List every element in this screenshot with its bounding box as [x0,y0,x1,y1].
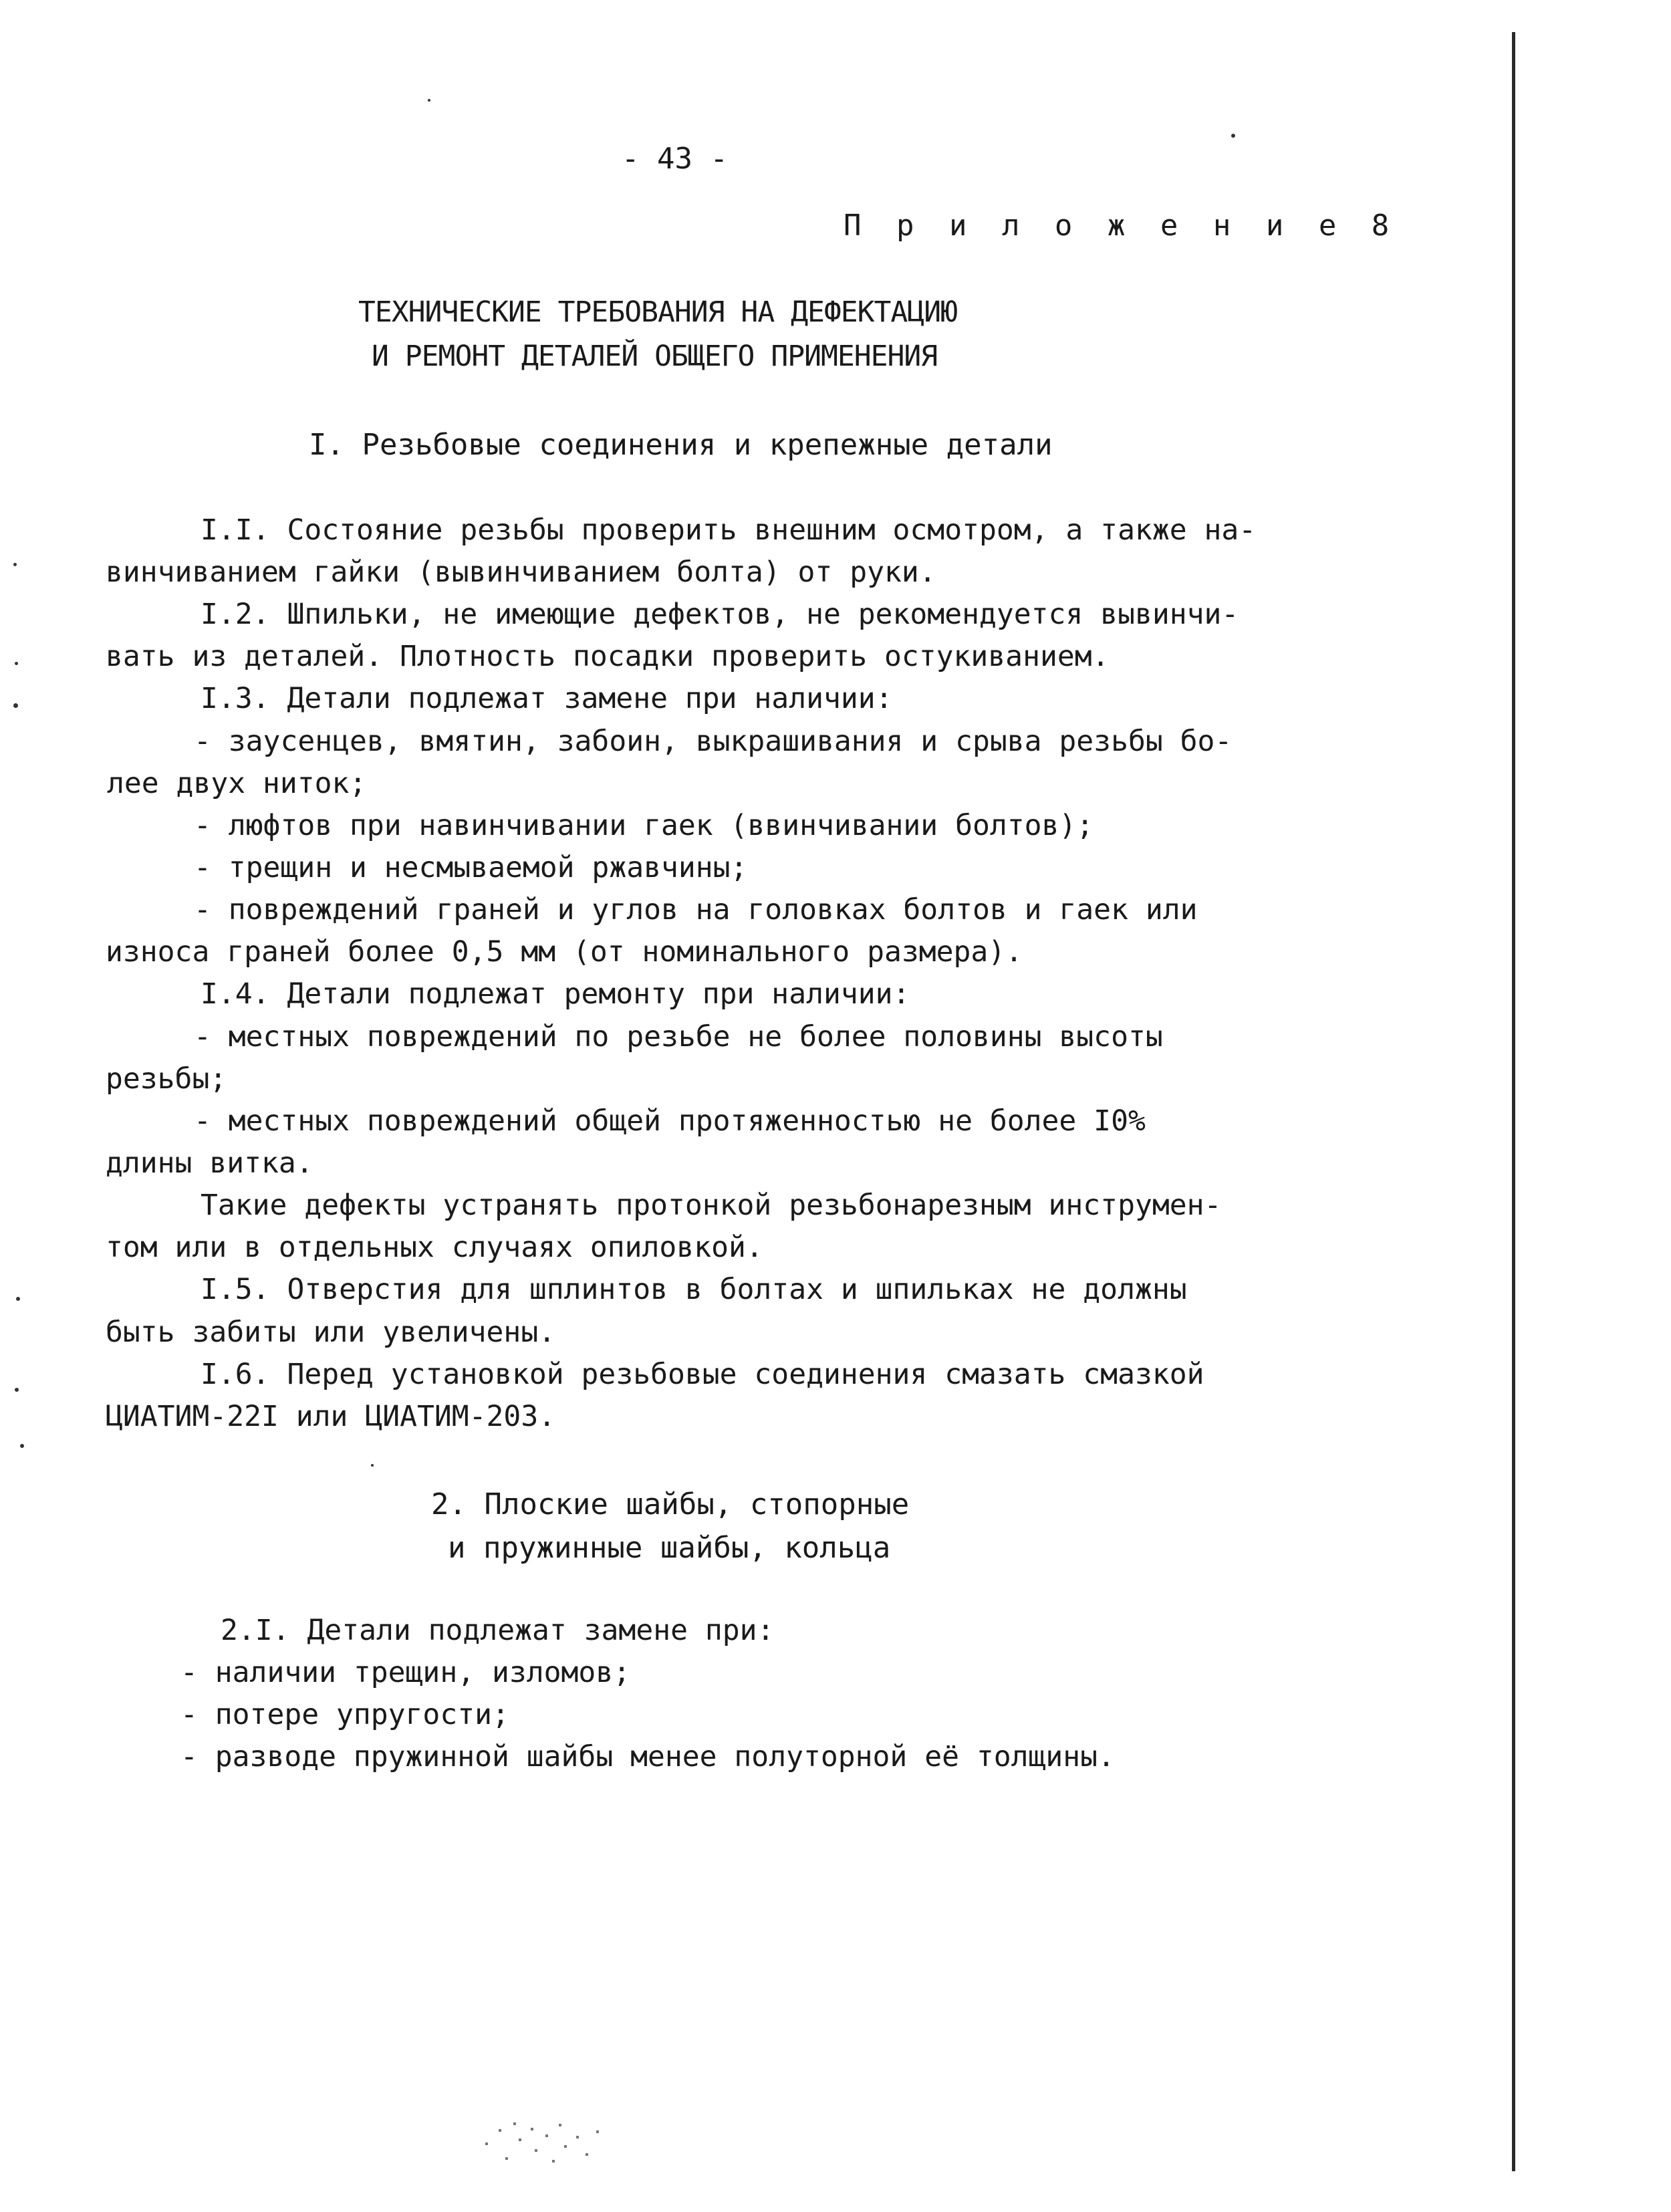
section-1-line: I.I. Состояние резьбы проверить внешним осмотром, а также на- [201,513,1257,547]
page-number: - 43 - [622,142,728,176]
section-1-line: I.3. Детали подлежат замене при наличии: [201,682,893,715]
scan-speck [1231,134,1235,138]
section-1-line: - люфтов при навинчивании гаек (ввинчивании болтов); [194,809,1094,842]
section-2-line: - потере упругости; [180,1698,509,1731]
appendix-label: П р и л о ж е н и е 8 [844,209,1398,243]
document-title-line-2: И РЕМОНТ ДЕТАЛЕЙ ОБЩЕГО ПРИМЕНЕНИЯ [372,340,938,373]
scan-speck [13,563,17,566]
scan-speck [13,703,18,708]
section-1-line: - местных повреждений общей протяженностью не более I0% [194,1104,1146,1138]
section-1-line: длины витка. [106,1146,313,1180]
section-1-line: износа граней более 0,5 мм (от номинального размера). [106,935,1023,969]
section-2-line: - наличии трещин, изломов; [180,1656,631,1689]
binding-edge-line [1512,32,1515,2171]
scan-speck [15,1388,19,1392]
section-1-line: вать из деталей. Плотность посадки проверить остукиванием. [106,640,1110,673]
scan-speck [371,1464,374,1467]
section-1-line: - трещин и несмываемой ржавчины; [194,851,748,884]
section-1-line: I.2. Шпильки, не имеющие дефектов, не рекомендуется вывинчи- [201,598,1239,631]
section-1-line: том или в отдельных случаях опиловкой. [106,1231,763,1264]
scan-speck [20,1444,24,1448]
section-1-line: I.6. Перед установкой резьбовые соединения смазать смазкой [201,1358,1204,1391]
scan-noise-blotch [479,2116,619,2169]
section-2-heading-line-2: и пружинные шайбы, кольца [448,1531,891,1565]
section-1-heading: I. Резьбовые соединения и крепежные детали [309,428,1053,462]
section-1-line: I.4. Детали подлежат ремонту при наличии: [201,977,910,1011]
section-1-line: I.5. Отверстия для шплинтов в болтах и шпильках не должны [201,1273,1187,1306]
scan-speck [428,99,430,102]
scan-speck [16,1297,20,1301]
scan-speck [15,662,18,665]
document-title-line-1: ТЕХНИЧЕСКИЕ ТРЕБОВАНИЯ НА ДЕФЕКТАЦИЮ [358,295,957,329]
section-1-line: резьбы; [106,1062,227,1096]
section-1-line: винчиванием гайки (вывинчиванием болта) от руки. [106,556,936,589]
section-1-line: Такие дефекты устранять протонкой резьбонарезным инструмен- [201,1189,1222,1222]
section-1-line: - заусенцев, вмятин, забоин, выкрашивания и срыва резьбы бо- [194,725,1233,758]
section-1-line: - местных повреждений по резьбе не более половины высоты [194,1020,1163,1054]
section-2-line: 2.I. Детали подлежат замене при: [221,1614,775,1647]
section-1-line: ЦИАТИМ-22I или ЦИАТИМ-203. [106,1400,556,1433]
section-1-line: быть забиты или увеличены. [106,1316,556,1349]
section-2-heading-line-1: 2. Плоские шайбы, стопорные [431,1487,910,1521]
section-1-line: - повреждений граней и углов на головках болтов и гаек или [194,893,1198,927]
section-1-line: лее двух ниток; [107,767,367,800]
section-2-line: - разводе пружинной шайбы менее полуторной её толщины. [180,1740,1115,1773]
